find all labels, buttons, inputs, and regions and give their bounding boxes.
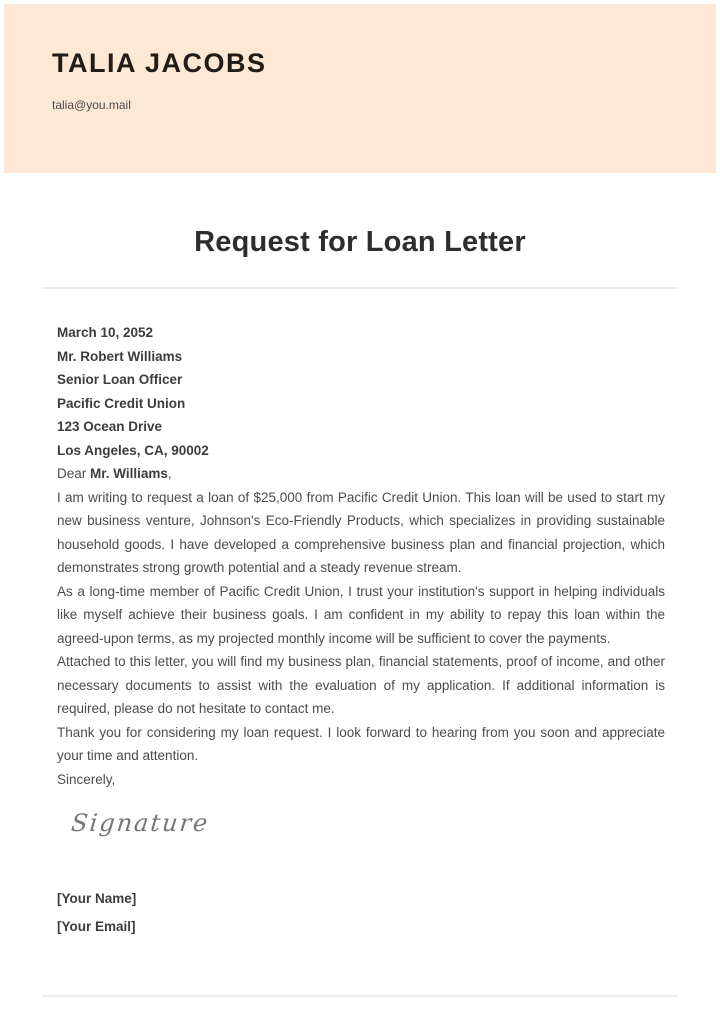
recipient-name: Mr. Robert Williams: [57, 348, 183, 364]
letter-paragraph-3: Attached to this letter, you will find my business plan, financial statements, proof of income, and other necessary documents to assist with the evaluation of my application. If additional information is required, please do not hesitate to contact me.: [57, 654, 665, 716]
recipient-job-title: Senior Loan Officer: [57, 372, 183, 387]
your-name-placeholder: [Your Name]: [57, 890, 137, 906]
sender-name: TALIA JACOBS: [52, 48, 267, 78]
salutation-prefix: Dear: [57, 466, 91, 481]
letterhead: [4, 4, 716, 173]
recipient-company: Pacific Credit Union: [57, 395, 186, 411]
closing: Sincerely,: [57, 771, 116, 787]
document-title: Request for Loan Letter: [194, 226, 526, 258]
letter-paragraph-4: Thank you for considering my loan request. I look forward to hearing from you soon and appreciate your time and attention.: [57, 724, 665, 763]
salutation: [57, 462, 665, 486]
signature-script: Signature: [69, 809, 211, 837]
your-email-placeholder: [Your Email]: [57, 918, 136, 934]
footer-divider: [42, 995, 678, 997]
letter-content: [0, 226, 720, 941]
letter-paragraph-2: As a long-time member of Pacific Credit Union, I trust your institution's support in helping individuals like myself achieve their business goals. I am confident in my ability to repay this loan within the agreed-upon terms, as my projected monthly income will be sufficient to cover the payments.: [57, 583, 665, 646]
salutation-suffix: ,: [167, 466, 172, 481]
recipient-address-line2: Los Angeles, CA, 90002: [57, 442, 209, 458]
title-divider: [42, 287, 678, 289]
recipient-address-line1: 123 Ocean Drive: [57, 419, 163, 434]
letter-date: March 10, 2052: [57, 325, 154, 340]
letter-paragraph-1: I am writing to request a loan of $25,000 from Pacific Credit Union. This loan will be used to start my new business venture, Johnson's Eco-Friendly Products, which specializes in providing sustainable household goods. I have developed a comprehensive business plan and financial projection, which demonstrates strong growth potential and a steady revenue stream.: [57, 489, 665, 575]
letter-body: [57, 321, 665, 941]
salutation-recipient: Mr. Williams: [90, 466, 168, 481]
sender-email: talia@you.mail: [52, 98, 131, 112]
